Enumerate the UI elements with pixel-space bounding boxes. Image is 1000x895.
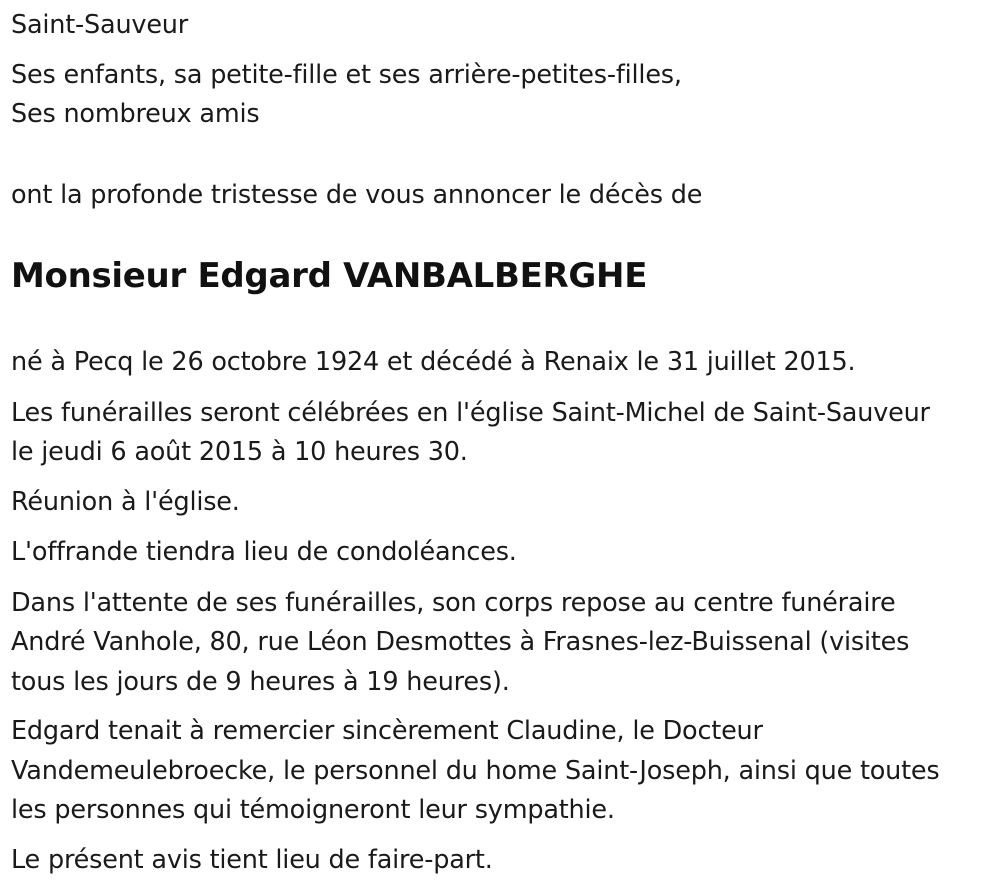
funeral-line-1: Les funérailles seront célébrées en l'église Saint-Michel de Saint-Sauveur [11,398,930,428]
meeting-line: Réunion à l'église. [11,487,240,517]
closing-line: Le présent avis tient lieu de faire-part. [11,845,493,875]
thanks-line-2: Vandemeulebroecke, le personnel du home Saint-Joseph, ainsi que toutes [11,756,940,786]
birth-death-line: né à Pecq le 26 octobre 1924 et décédé à Renaix le 31 juillet 2015. [11,347,856,377]
viewing-line-3: tous les jours de 9 heures à 19 heures). [11,667,510,697]
location-line: Saint-Sauveur [11,10,189,40]
family-line-2: Ses nombreux amis [11,99,260,129]
viewing-line-2: André Vanhole, 80, rue Léon Desmottes à Frasnes-lez-Buissenal (visites [11,627,910,657]
announcement-line: ont la profonde tristesse de vous annoncer le décès de [11,180,703,210]
family-line-1: Ses enfants, sa petite-fille et ses arrière-petites-filles, [11,60,682,90]
thanks-line-1: Edgard tenait à remercier sincèrement Claudine, le Docteur [11,716,763,746]
thanks-line-3: les personnes qui témoigneront leur sympathie. [11,795,615,825]
deceased-name: Monsieur Edgard VANBALBERGHE [11,256,648,296]
funeral-line-2: le jeudi 6 août 2015 à 10 heures 30. [11,437,468,467]
viewing-line-1: Dans l'attente de ses funérailles, son corps repose au centre funéraire [11,588,896,618]
offering-line: L'offrande tiendra lieu de condoléances. [11,537,517,567]
